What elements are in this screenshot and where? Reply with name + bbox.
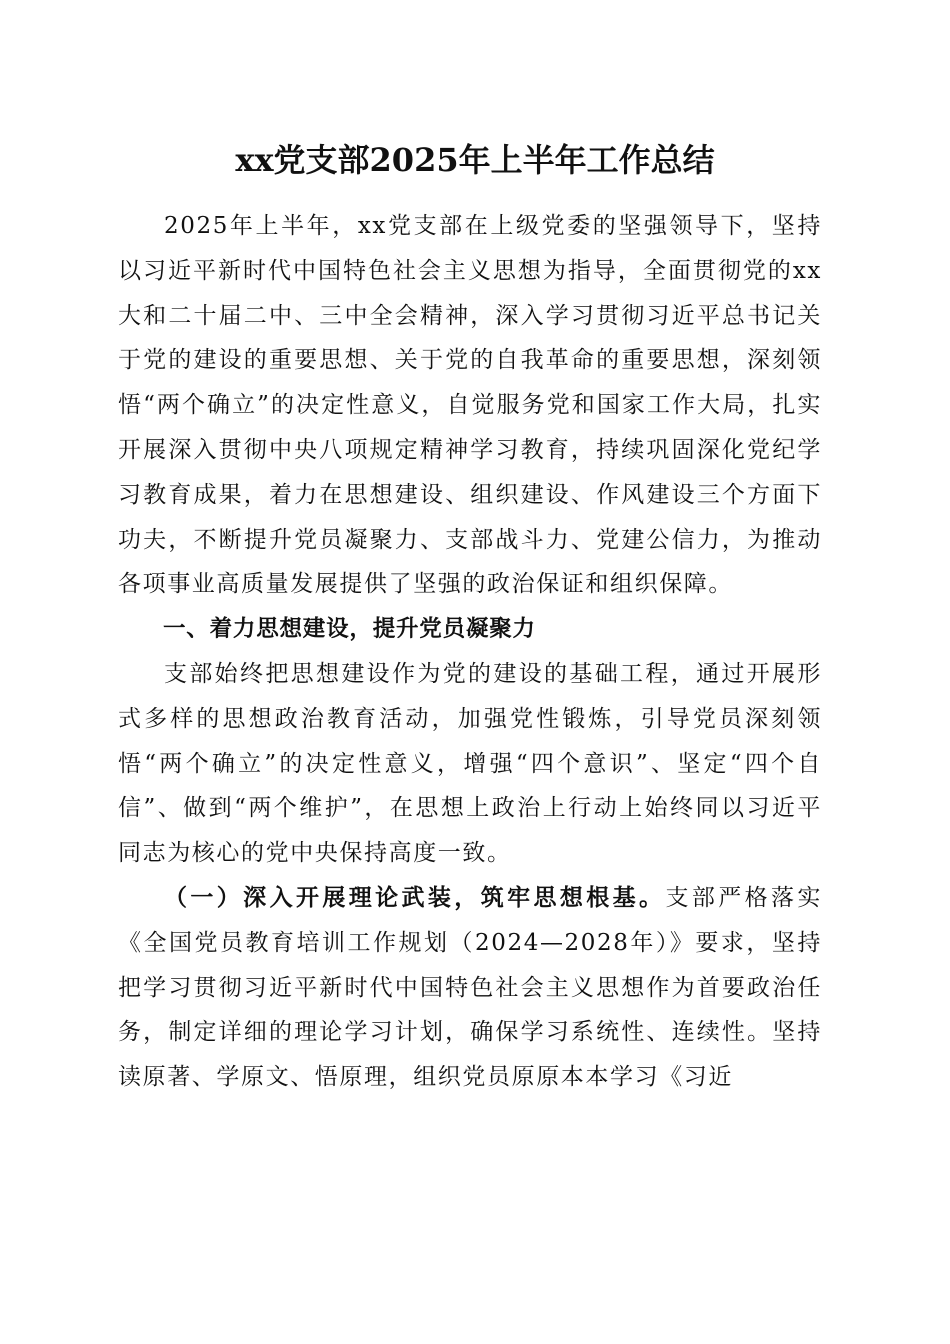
intro-paragraph: 2025年上半年，xx党支部在上级党委的坚强领导下，坚持以习近平新时代中国特色社会主义思想为指导，全面贯彻党的xx大和二十届二中、三中全会精神，深入学习贯彻习近平总书记关于党的建设的重要思想、关于党的自我革命的重要思想，深刻领悟“两个确立”的决定性意义，自觉服务党和国家工作大局，扎实开展深入贯彻中央八项规定精神学习教育，持续巩固深化党纪学习教育成果，着力在思想建设、组织建设、作风建设三个方面下功夫，不断提升党员凝聚力、支部战斗力、党建公信力，为推动各项事业高质量发展提供了坚强的政治保证和组织保障。 bbox=[118, 213, 822, 598]
section-heading-1: 一、着力思想建设，提升党员凝聚力 bbox=[163, 616, 536, 643]
document-title: xx党支部2025年上半年工作总结 bbox=[235, 141, 715, 179]
document-body bbox=[118, 204, 822, 1100]
section-1-item-1 bbox=[118, 876, 822, 1100]
item-1-text: 支部严格落实《全国党员教育培训工作规划（2024—2028年）》要求，坚持把学习贯彻习近平新时代中国特色社会主义思想作为首要政治任务，制定详细的理论学习计划，确保学习系统性、连续性。坚持读原著、学原文、悟原理，组织党员原原本本学习《习近 bbox=[118, 884, 822, 1091]
item-1-lead: （一）深入开展理论武装，筑牢思想根基。 bbox=[164, 884, 666, 911]
section-1-paragraph: 支部始终把思想建设作为党的建设的基础工程，通过开展形式多样的思想政治教育活动，加强党性锻炼，引导党员深刻领悟“两个确立”的决定性意义，增强“四个意识”、坚定“四个自信”、做到“两个维护”，在思想上政治上行动上始终同以习近平同志为核心的党中央保持高度一致。 bbox=[118, 660, 822, 867]
